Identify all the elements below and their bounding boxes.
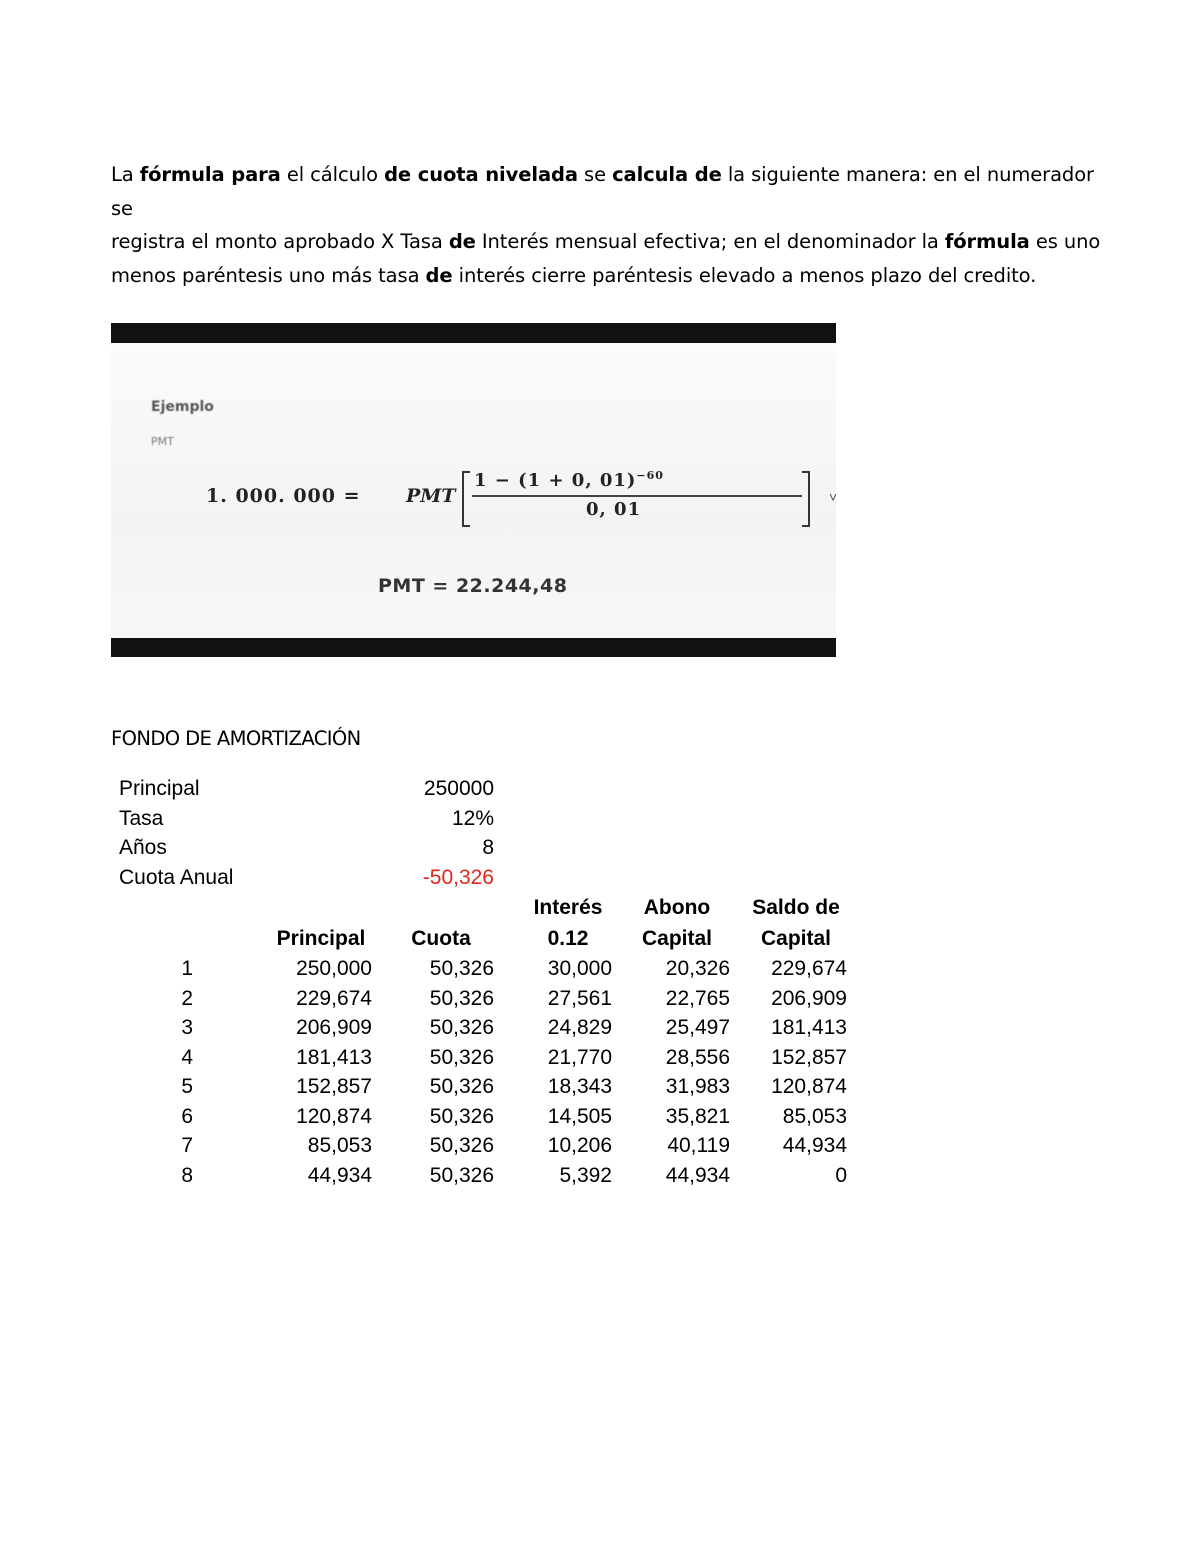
text-run: de cuota nivelada: [384, 163, 578, 186]
table-cell: 120,874: [296, 1104, 372, 1128]
table-cell: 50,326: [429, 986, 494, 1010]
table-cell: 24,829: [547, 1016, 612, 1039]
text-run: Interés mensual efectiva; en el denominador la: [475, 230, 945, 253]
equation-exponent: −60: [636, 469, 664, 482]
pmt-result: PMT = 22.244,48: [378, 575, 568, 597]
text-run: el cálculo: [280, 163, 385, 186]
column-header: 0.12: [547, 927, 589, 950]
row-number: 3: [181, 1016, 193, 1039]
table-cell: 85,053: [782, 1104, 847, 1128]
text-run: fórmula para: [139, 163, 281, 186]
row-number: 7: [181, 1134, 193, 1157]
row-number: 5: [181, 1075, 193, 1098]
table-cell: 44,934: [782, 1134, 847, 1157]
row-number: 8: [181, 1163, 193, 1187]
text-run: es uno: [1029, 230, 1101, 253]
section-heading: FONDO DE AMORTIZACIÓN: [111, 727, 361, 750]
table-cell: 21,770: [547, 1045, 612, 1069]
text-run: la siguiente manera: en el numerador se: [111, 163, 1094, 220]
equation-denominator: 0, 01: [586, 499, 642, 520]
figure-sub-label: PMT: [151, 435, 174, 448]
table-cell: 50,326: [429, 1163, 494, 1187]
table-cell: 5,392: [559, 1163, 612, 1187]
left-bracket: [462, 471, 470, 527]
column-header: Capital: [641, 927, 712, 950]
text-run: de: [448, 230, 476, 253]
table-cell: 44,934: [665, 1163, 730, 1187]
table-cell: 27,561: [547, 986, 612, 1010]
equation-numerator: 1 − (1 + 0, 01)$^{-60}$: [474, 469, 664, 491]
formula-example-panel: [111, 343, 836, 638]
param-label: Cuota Anual: [119, 865, 234, 889]
column-header: Capital: [760, 927, 831, 950]
param-value: 12%: [451, 806, 494, 830]
text-run: registra el monto aprobado X Tasa: [111, 230, 449, 253]
intro-line-1: [111, 158, 1101, 225]
row-number: 2: [181, 986, 193, 1010]
table-cell: 181,413: [296, 1045, 372, 1069]
row-number: 4: [181, 1045, 193, 1069]
table-cell: 18,343: [547, 1075, 612, 1098]
table-cell: 31,983: [665, 1075, 730, 1098]
param-label: Años: [119, 836, 167, 859]
fraction-bar: [472, 495, 802, 497]
text-run: de: [425, 263, 453, 287]
text-run: La: [111, 163, 140, 186]
text-run: calcula de: [612, 163, 722, 186]
column-header: Saldo de: [752, 896, 840, 919]
table-cell: 50,326: [429, 1104, 494, 1128]
column-header: Abono: [643, 896, 711, 919]
param-label: Tasa: [119, 806, 164, 830]
table-cell: 206,909: [771, 986, 847, 1010]
table-cell: 10,206: [547, 1134, 612, 1157]
table-cell: 50,326: [429, 1016, 494, 1039]
table-cell: 50,326: [429, 1075, 494, 1098]
table-cell: 152,857: [296, 1075, 372, 1098]
table-cell: 50,326: [429, 1134, 494, 1157]
intro-line-2: [111, 225, 1101, 259]
text-run: interés cierre paréntesis elevado a menos plazo del credito.: [452, 263, 1037, 287]
table-cell: 181,413: [771, 1016, 847, 1039]
table-cell: 30,000: [547, 957, 612, 980]
table-cell: 250,000: [296, 957, 372, 980]
table-cell: 25,497: [665, 1016, 730, 1039]
table-cell: 152,857: [771, 1045, 847, 1069]
param-value: -50,326: [422, 865, 494, 889]
table-cell: 85,053: [307, 1134, 372, 1157]
row-number: 6: [181, 1104, 193, 1128]
intro-line-3: [111, 259, 1101, 293]
row-number: 1: [181, 957, 193, 980]
table-cell: 0: [835, 1163, 847, 1187]
figure-ejemplo-label: Ejemplo: [151, 399, 214, 415]
table-cell: 28,556: [665, 1045, 730, 1069]
equation-pmt: PMT: [406, 485, 456, 507]
column-header: Principal: [276, 927, 366, 950]
table-cell: 22,765: [665, 986, 730, 1010]
table-cell: 50,326: [429, 957, 494, 980]
table-cell: 20,326: [665, 957, 730, 980]
column-header: Interés: [533, 896, 603, 919]
table-cell: 229,674: [771, 957, 847, 980]
text-run: fórmula: [944, 230, 1030, 253]
equation-lhs: 1. 000. 000 =: [206, 485, 361, 507]
text-run: menos paréntesis uno más tasa: [111, 263, 426, 287]
table-cell: 50,326: [429, 1045, 494, 1069]
param-value: 8: [482, 836, 494, 859]
table-cell: 229,674: [296, 986, 372, 1010]
intro-paragraph: [111, 158, 1101, 292]
table-cell: 120,874: [771, 1075, 847, 1098]
table-cell: 35,821: [665, 1104, 730, 1128]
table-cell: 44,934: [307, 1163, 372, 1187]
param-value: 250000: [423, 777, 494, 800]
table-cell: 14,505: [547, 1104, 612, 1128]
text-run: se: [577, 163, 613, 186]
pmt-equation: [206, 471, 726, 531]
formula-example-image: [111, 323, 836, 657]
table-cell: 40,119: [667, 1134, 730, 1157]
param-label: Principal: [119, 777, 200, 800]
cropped-mark: ˅: [829, 489, 838, 505]
right-bracket: [802, 471, 810, 527]
table-cell: 206,909: [296, 1016, 372, 1039]
column-header: Cuota: [411, 927, 471, 950]
